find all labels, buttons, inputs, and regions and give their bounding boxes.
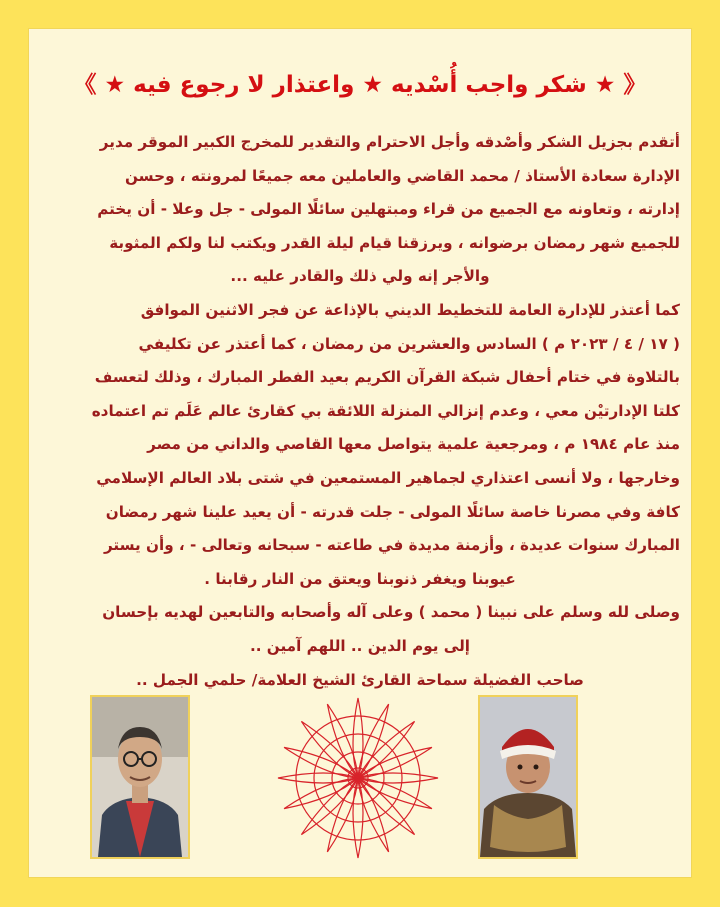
portrait-photo-right: [478, 695, 578, 859]
paragraph-line: والأجر إنه ولي ذلك والقادر عليه ...: [230, 267, 490, 286]
letter-body: [40, 126, 680, 697]
portrait-left-icon: [92, 697, 188, 857]
floral-ornament-icon: [273, 693, 443, 863]
paragraph-line: إدارته ، وتعاونه مع الجميع من قراء ومبتهلين سائلًا المولى - جل وعلا - أن يختم: [97, 200, 680, 219]
paragraph-line: وصلى لله وسلم على نبينا ( محمد ) وعلى آله وأصحابه والتابعين لهديه بإحسان: [102, 603, 680, 622]
paragraph-line: الإدارة سعادة الأستاذ / محمد القاضي والعاملين معه جميعًا لمرونته ، وحسن: [125, 166, 680, 185]
page-title: 《 ★ شكر واجب أُسْديه ★ واعتذار لا رجوع فيه ★ 》: [73, 72, 647, 98]
paragraph-line: إلى يوم الدين .. اللهم آمين ..: [249, 636, 470, 655]
paragraph-line: وخارجها ، ولا أنسى اعتذاري لجماهير المستمعين في شتى بلاد العالم الإسلامي: [96, 468, 680, 487]
paragraph-line: بالتلاوة في ختام أحفال شبكة القرآن الكريم بعيد الفطر المبارك ، وذلك لتعسف: [94, 368, 680, 387]
paragraph-line: كما أعتذر للإدارة العامة للتخطيط الديني بالإذاعة عن فجر الاثنين الموافق: [140, 300, 680, 319]
portrait-photo-left: [90, 695, 190, 859]
paragraph-line: كافة وفي مصرنا خاصة سائلًا المولى - جلت قدرته - أن يعيد علينا شهر رمضان: [105, 502, 680, 521]
paragraph-line: منذ عام ١٩٨٤ م ، ومرجعية علمية يتواصل معها القاصي والداني من مصر: [147, 435, 680, 454]
paragraph-line: ( ١٧ / ٤ / ٢٠٢٣ م ) السادس والعشرين من رمضان ، كما أعتذر عن تكليفي: [138, 334, 680, 353]
paragraph-line: أتقدم بجزيل الشكر وأصْدقه وأجل الاحترام والتقدير للمخرج الكبير الموقر مدير: [99, 133, 680, 151]
paragraph-line: المبارك سنوات عديدة ، وأزمنة مديدة في طاعته - سبحانه وتعالى - ، وأن يستر: [103, 536, 680, 555]
paragraph-line: للجميع شهر رمضان برضوانه ، ويرزقنا قيام ليلة القدر ويكتب لنا ولكم المثوبة: [109, 233, 680, 252]
paragraph-line: عيوبنا ويغفر ذنوبنا ويعتق من النار رقابنا .: [204, 569, 516, 588]
signature-line: صاحب الفضيلة سماحة القارئ الشيخ العلامة/ حلمي الجمل ..: [136, 670, 584, 689]
paragraph-line: كلتا الإدارتيْن معي ، وعدم إنزالي المنزلة اللائقة بي كقارئ عالم عَلَم تم اعتماده: [91, 401, 680, 420]
portrait-right-icon: [480, 697, 576, 857]
